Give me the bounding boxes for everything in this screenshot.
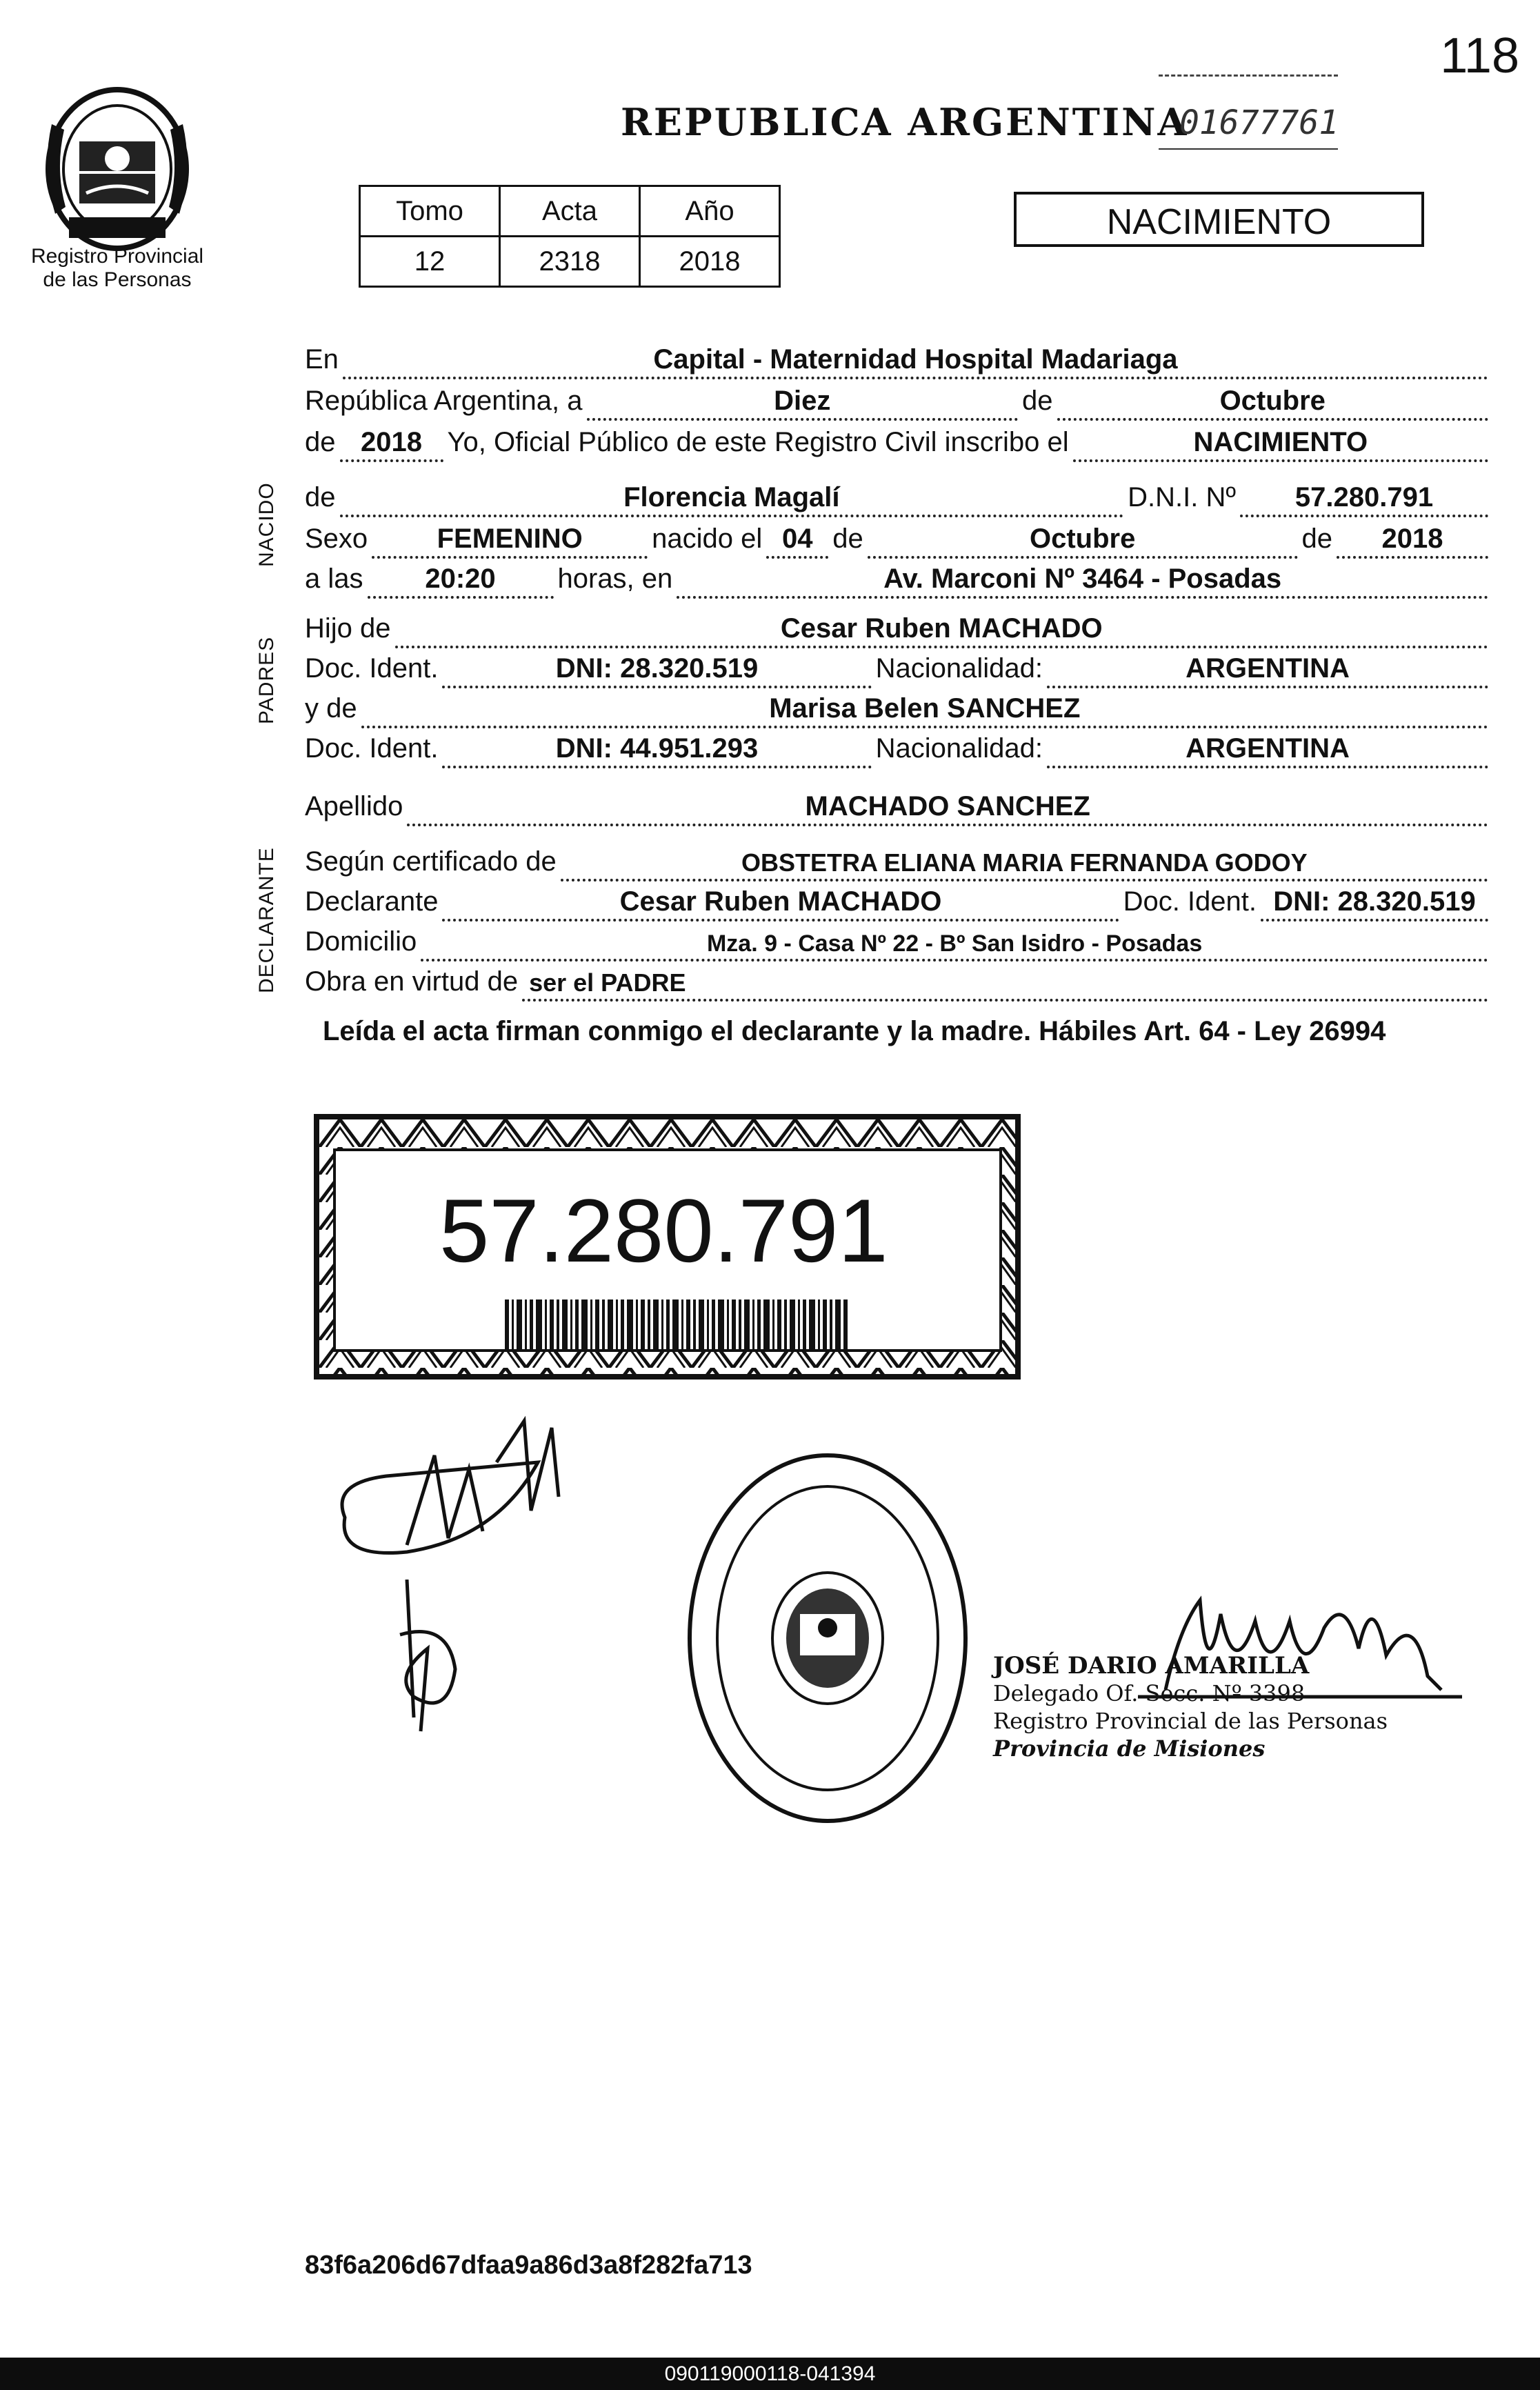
- row-mother: [305, 687, 1492, 728]
- row-place: [305, 338, 1492, 379]
- ref-header-anio: Año: [640, 186, 780, 237]
- page-number: 118: [1440, 28, 1519, 83]
- label-mother-nationality: Nacionalidad:: [875, 733, 1043, 764]
- row-time-place: [305, 557, 1492, 599]
- ref-value-anio: 2018: [640, 237, 780, 287]
- label-father-doc: Doc. Ident.: [305, 653, 439, 684]
- side-label-nacido: NACIDO: [255, 482, 278, 567]
- row-sex-birth: [305, 517, 1492, 559]
- row-certificate: [305, 840, 1492, 882]
- value-birth-address: Av. Marconi Nº 3464 - Posadas: [883, 564, 1282, 594]
- row-surname: [305, 785, 1492, 826]
- logo-caption-line1: Registro Provincial: [30, 245, 204, 268]
- serial-underline: [1159, 148, 1338, 150]
- stamp-line-2: Delegado Of. Secc. Nº 3398: [993, 1680, 1306, 1706]
- document-type-box: NACIMIENTO: [1014, 192, 1424, 247]
- barcode: [505, 1299, 850, 1351]
- label-de-month: de: [1022, 386, 1053, 416]
- row-father: [305, 607, 1492, 648]
- signature-declarant: [324, 1414, 586, 1580]
- value-certifier: OBSTETRA ELIANA MARIA FERNANDA GODOY: [741, 848, 1308, 877]
- ref-header-acta: Acta: [500, 186, 640, 237]
- side-label-padres: PADRES: [255, 636, 278, 724]
- label-en: En: [305, 344, 339, 375]
- value-mother-dni: DNI: 44.951.293: [555, 733, 759, 764]
- label-sexo: Sexo: [305, 524, 368, 554]
- official-stamp: [993, 1652, 1388, 1762]
- reference-table: [359, 185, 781, 288]
- label-mother-doc: Doc. Ident.: [305, 733, 439, 764]
- label-declarant-doc: Doc. Ident.: [1123, 886, 1257, 917]
- value-day: Diez: [774, 386, 831, 416]
- label-father-nationality: Nacionalidad:: [875, 653, 1043, 684]
- side-label-declarante: DECLARANTE: [255, 847, 278, 993]
- label-de-year: de: [305, 427, 336, 457]
- footer-code: 090119000118-041394: [0, 2358, 1540, 2390]
- value-father-name: Cesar Ruben MACHADO: [780, 613, 1103, 644]
- value-mother-nationality: ARGENTINA: [1186, 733, 1350, 764]
- value-year: 2018: [361, 427, 422, 457]
- registry-seal: [683, 1448, 972, 1828]
- province-coat-of-arms-logo: [38, 76, 197, 255]
- row-year: [305, 421, 1492, 462]
- value-father-nationality: ARGENTINA: [1186, 653, 1350, 684]
- value-declarant-name: Cesar Ruben MACHADO: [619, 886, 942, 917]
- value-time: 20:20: [425, 564, 496, 594]
- label-apellido: Apellido: [305, 791, 403, 821]
- row-declarant: [305, 880, 1492, 922]
- label-a-las: a las: [305, 564, 363, 594]
- reference-table-value-row: [360, 237, 780, 287]
- signature-mother: [386, 1580, 476, 1738]
- dni-sticker: [314, 1114, 1021, 1380]
- dni-sticker-number: 57.280.791: [439, 1180, 888, 1281]
- value-obra: ser el PADRE: [529, 968, 686, 997]
- value-sex: FEMENINO: [437, 524, 583, 554]
- row-domicile: [305, 920, 1492, 962]
- label-nombre-de: de: [305, 482, 336, 512]
- closing-statement: Leída el acta firman conmigo el declarante y la madre. Hábiles Art. 64 - Ley 26994: [323, 1016, 1386, 1046]
- stamp-line-4: Provincia de Misiones: [993, 1735, 1266, 1762]
- label-y-de: y de: [305, 693, 357, 724]
- logo-caption-line2: de las Personas: [43, 268, 192, 291]
- reference-table-header-row: [360, 186, 780, 237]
- ref-value-acta: 2318: [500, 237, 640, 287]
- label-nacido-el: nacido el: [652, 524, 763, 554]
- row-mother-doc: [305, 727, 1492, 768]
- dni-sticker-inner: [333, 1148, 1002, 1352]
- stamp-line-3: Registro Provincial de las Personas: [993, 1708, 1388, 1734]
- label-domicilio: Domicilio: [305, 926, 417, 957]
- label-dni: D.N.I. Nº: [1128, 482, 1236, 512]
- label-certificado: Según certificado de: [305, 846, 557, 877]
- row-obra: [305, 960, 1492, 1002]
- label-nac-de2: de: [1301, 524, 1332, 554]
- label-nac-de: de: [832, 524, 863, 554]
- top-dashed-line: [1159, 74, 1338, 77]
- value-surname: MACHADO SANCHEZ: [805, 791, 1090, 821]
- document-serial: 01677761: [1179, 103, 1339, 142]
- label-hijo-de: Hijo de: [305, 613, 391, 644]
- value-declarant-dni: DNI: 28.320.519: [1273, 886, 1476, 917]
- value-mother-name: Marisa Belen SANCHEZ: [769, 693, 1081, 724]
- row-name: [305, 476, 1492, 517]
- value-birth-month: Octubre: [1029, 524, 1136, 554]
- stamp-official-name: JOSÉ DARIO AMARILLA: [993, 1652, 1310, 1680]
- label-declarante: Declarante: [305, 886, 439, 917]
- value-birth-day: 04: [782, 524, 813, 554]
- value-child-dni: 57.280.791: [1294, 482, 1434, 512]
- row-date: [305, 379, 1492, 421]
- ref-value-tomo: 12: [360, 237, 500, 287]
- value-birth-year: 2018: [1381, 524, 1443, 554]
- document-hash: 83f6a206d67dfaa9a86d3a8f282fa713: [305, 2251, 752, 2280]
- ref-header-tomo: Tomo: [360, 186, 500, 237]
- value-child-name: Florencia Magalí: [623, 482, 840, 512]
- value-domicile: Mza. 9 - Casa Nº 22 - Bº San Isidro - Posadas: [706, 930, 1203, 957]
- value-place: Capital - Maternidad Hospital Madariaga: [653, 344, 1178, 375]
- value-father-dni: DNI: 28.320.519: [555, 653, 759, 684]
- logo-caption: [14, 245, 221, 292]
- label-republica: República Argentina, a: [305, 386, 583, 416]
- label-oficial: Yo, Oficial Público de este Registro Civil inscribo el: [447, 427, 1069, 457]
- country-title: REPUBLICA ARGENTINA: [621, 100, 1189, 144]
- row-father-doc: [305, 647, 1492, 688]
- label-horas-en: horas, en: [557, 564, 673, 594]
- label-obra: Obra en virtud de: [305, 966, 519, 997]
- value-month: Octubre: [1219, 386, 1326, 416]
- value-act-type: NACIMIENTO: [1193, 427, 1368, 457]
